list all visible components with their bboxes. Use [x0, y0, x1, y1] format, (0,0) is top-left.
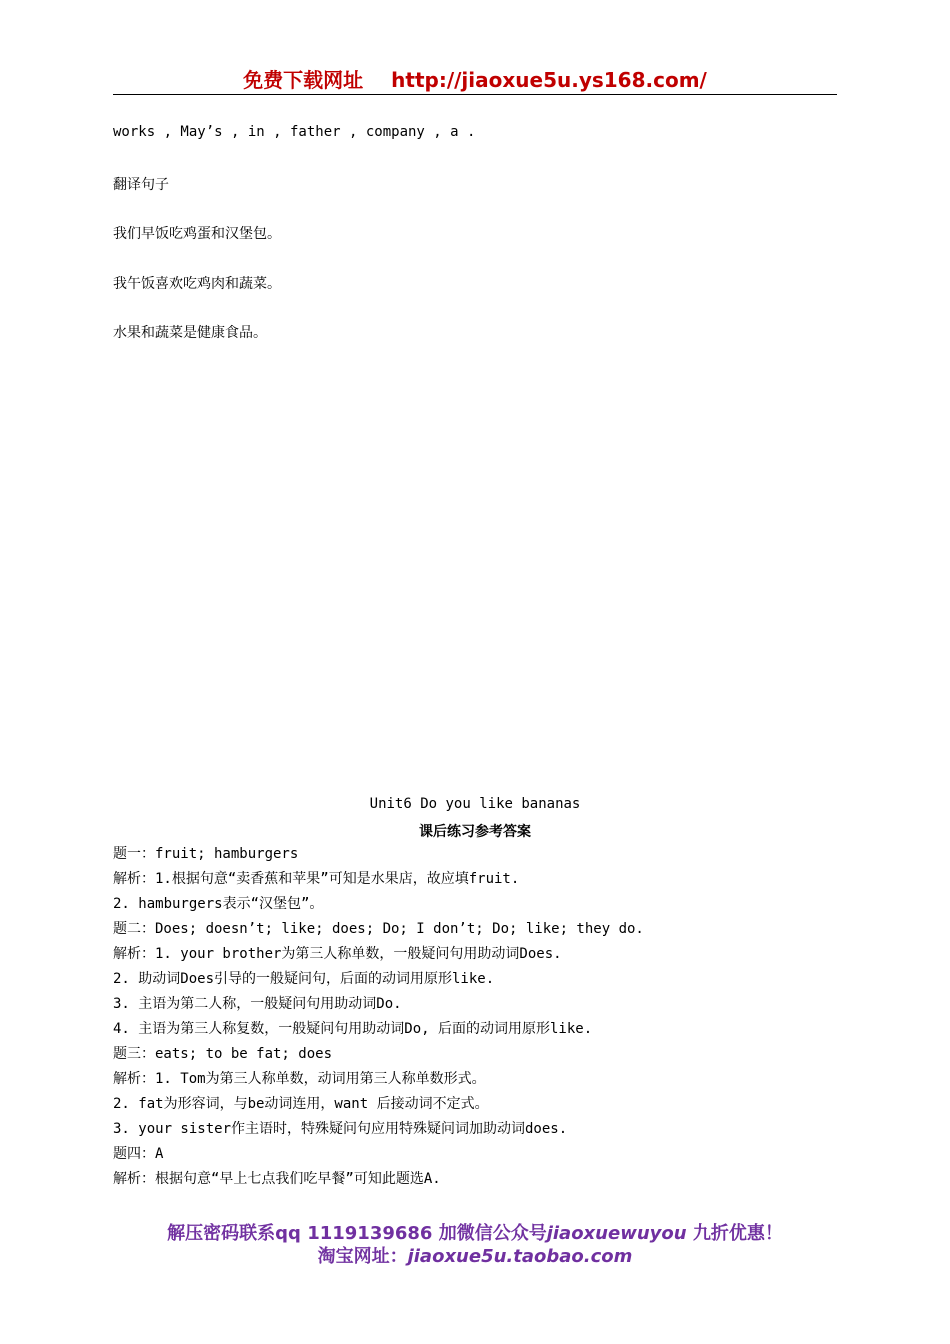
footer-taobao-label: 淘宝网址：: [317, 1246, 408, 1267]
answer-key-body: [113, 842, 644, 1192]
answer-line: 3. 主语为第二人称，一般疑问句用助动词Do.: [113, 996, 402, 1012]
footer-contact-text: 解压密码联系qq 1119139686 加微信公众号: [167, 1223, 547, 1244]
answer-line: 解析：1. your brother为第三人称单数，一般疑问句用助动词Does.: [113, 946, 562, 962]
translate-sentence-1: 我们早饭吃鸡蛋和汉堡包。: [113, 226, 281, 242]
answer-line: 2. 助动词Does引导的一般疑问句，后面的动词用原形like.: [113, 971, 495, 987]
page-header: [113, 64, 837, 93]
translate-sentence-2: 我午饭喜欢吃鸡肉和蔬菜。: [113, 276, 281, 292]
answer-line: 2. hamburgers表示“汉堡包”。: [113, 896, 324, 912]
footer-taobao-line: [0, 1242, 950, 1268]
answer-key-title: Unit6 Do you like bananas: [369, 796, 581, 812]
answer-line: 2. fat为形容词，与be动词连用，want 后接动词不定式。: [113, 1096, 489, 1112]
answer-line: 题一：fruit; hamburgers: [113, 846, 299, 862]
answer-key-subtitle: 课后练习参考答案: [419, 824, 531, 840]
translate-sentence-3: 水果和蔬菜是健康食品。: [113, 325, 267, 341]
header-label: 免费下载网址: [243, 68, 364, 92]
footer-wechat-account: jiaoxuewuyou: [546, 1223, 687, 1244]
answer-line: 题三：eats; to be fat; does: [113, 1046, 333, 1062]
answer-line: 解析：1. Tom为第三人称单数，动词用第三人称单数形式。: [113, 1071, 486, 1087]
translate-heading: 翻译句子: [113, 177, 169, 193]
answer-line: 题四：A: [113, 1146, 164, 1162]
answer-line: 3. your sister作主语时，特殊疑问句应用特殊疑问词加助动词does.: [113, 1121, 568, 1137]
header-divider: [113, 94, 837, 95]
header-url-link[interactable]: http://jiaoxue5u.ys168.com/: [391, 68, 707, 92]
footer-taobao-link[interactable]: jiaoxue5u.taobao.com: [407, 1246, 633, 1267]
answer-line: 题二：Does; doesn’t; like; does; Do; I don’t; Do; like; they do.: [113, 921, 644, 937]
answer-line: 解析：1.根据句意“卖香蕉和苹果”可知是水果店，故应填fruit.: [113, 871, 520, 887]
word-list: works , May’s , in , father , company , a .: [113, 124, 476, 140]
footer-discount-text: 九折优惠！: [686, 1223, 783, 1244]
answer-line: 解析：根据句意“早上七点我们吃早餐”可知此题选A.: [113, 1171, 441, 1187]
answer-line: 4. 主语为第三人称复数，一般疑问句用助动词Do, 后面的动词用原形like.: [113, 1021, 593, 1037]
